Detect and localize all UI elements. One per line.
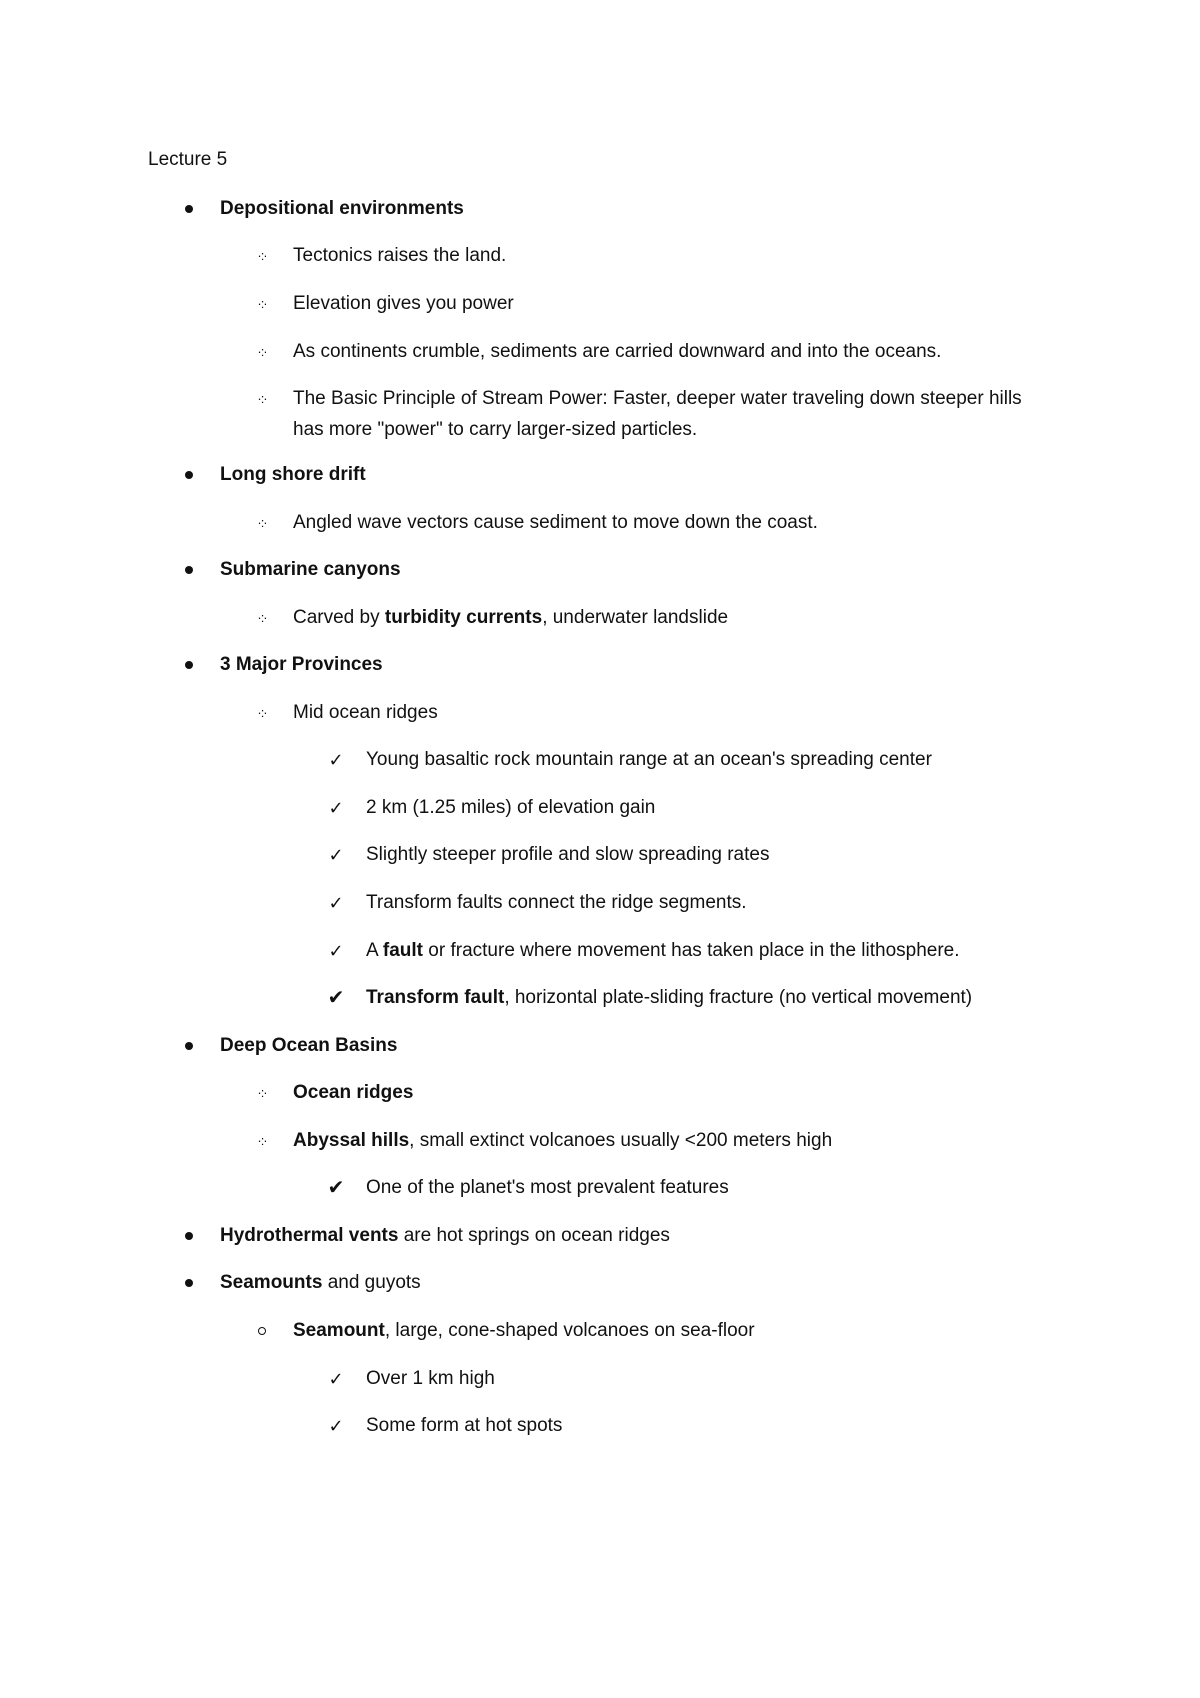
outline-item-text: [220, 1270, 421, 1296]
outline-item-level-2: [0, 386, 1200, 440]
document-title: Lecture 5: [148, 149, 228, 170]
text-run: or fracture where movement has taken place in the lithosphere.: [423, 940, 960, 961]
text-run: Slightly steeper profile and slow spreading rates: [366, 844, 770, 865]
outline-item-text: [366, 795, 655, 821]
outline-item-level-3: [0, 842, 1200, 868]
bullet-dotted-arrow-icon: ·:·: [257, 1133, 267, 1148]
outline-item-text: [366, 747, 932, 773]
bullet-dot-icon: [178, 1033, 200, 1059]
checkmark-icon: ✓: [328, 893, 344, 913]
outline-item-level-2: [0, 1318, 1200, 1344]
outline-item-level-3: [0, 747, 1200, 773]
bold-text-run: Seamounts: [220, 1272, 323, 1293]
checkmark-icon: ✓: [328, 941, 344, 961]
outline-item-text: [220, 1223, 670, 1249]
text-run: , underwater landslide: [542, 607, 729, 628]
bold-text-run: 3 Major Provinces: [220, 654, 383, 675]
bold-text-run: Ocean ridges: [293, 1082, 414, 1103]
checkmark-icon: ✓: [328, 798, 344, 818]
bold-text-run: Deep Ocean Basins: [220, 1035, 398, 1056]
outline-item-text: [293, 1318, 755, 1344]
text-run: Transform faults connect the ridge segments.: [366, 892, 747, 913]
outline-item-level-1: [0, 1270, 1200, 1296]
outline-item-text: [366, 985, 972, 1011]
text-run: , small extinct volcanoes usually <200 meters high: [409, 1130, 833, 1151]
outline-item-level-3: [0, 795, 1200, 821]
text-run: , large, cone-shaped volcanoes on sea-floor: [384, 1320, 755, 1341]
bold-text-run: Abyssal hills: [293, 1130, 410, 1151]
outline-item-level-1: [0, 196, 1200, 222]
outline-item-level-3: [0, 1413, 1200, 1439]
bullet-dot-icon: [178, 652, 200, 678]
bullet-dotted-arrow-icon: ·:·: [257, 1085, 267, 1100]
bold-text-run: turbidity currents: [384, 607, 543, 628]
outline-item-text: [220, 557, 401, 583]
outline-item-text: [293, 510, 818, 536]
outline-item-text: [366, 1366, 495, 1392]
text-run: The Basic Principle of Stream Power: Faster, deeper water traveling down steeper hills has more "power" to carry larger-sized particles.: [293, 388, 1022, 440]
outline-item-level-3: [0, 1366, 1200, 1392]
outline-item-level-3: [0, 890, 1200, 916]
outline-item-level-2: [0, 510, 1200, 536]
outline-item-text: [220, 196, 464, 222]
text-run: One of the planet's most prevalent features: [366, 1177, 729, 1198]
checkmark-icon: ✓: [328, 1369, 344, 1389]
text-run: Angled wave vectors cause sediment to move down the coast.: [293, 512, 818, 533]
outline-item-level-3: [0, 1175, 1200, 1201]
checkmark-icon: ✓: [328, 1416, 344, 1436]
outline-item-level-1: [0, 1033, 1200, 1059]
text-run: A: [366, 940, 383, 961]
bullet-dot-icon: [178, 196, 200, 222]
bullet-dot-icon: [178, 557, 200, 583]
bold-text-run: Seamount: [293, 1320, 385, 1341]
checkmark-icon: ✔: [327, 987, 345, 1009]
outline-item-level-1: [0, 1223, 1200, 1249]
outline-item-level-2: [0, 700, 1200, 726]
text-run: Elevation gives you power: [293, 293, 514, 314]
bullet-dotted-arrow-icon: ·:·: [257, 344, 267, 359]
outline-item-text: [293, 383, 1053, 445]
text-run: Tectonics raises the land.: [293, 245, 507, 266]
outline-item-text: [220, 462, 366, 488]
text-run: Some form at hot spots: [366, 1415, 563, 1436]
bullet-dotted-arrow-icon: ·:·: [257, 391, 267, 406]
bullet-dotted-arrow-icon: ·:·: [257, 248, 267, 263]
outline-item-level-2: [0, 1128, 1200, 1154]
outline-item-text: [293, 1128, 832, 1154]
outline-item-level-3: [0, 938, 1200, 964]
bullet-dotted-arrow-icon: ·:·: [257, 515, 267, 530]
text-run: , horizontal plate-sliding fracture (no vertical movement): [504, 987, 973, 1008]
bullet-dot-icon: [178, 1223, 200, 1249]
outline-item-text: [366, 890, 747, 916]
outline-item-text: [366, 938, 960, 964]
outline-item-text: [293, 1080, 413, 1106]
outline-item-level-2: [0, 1080, 1200, 1106]
outline-item-text: [366, 1175, 729, 1201]
bold-text-run: Transform fault: [366, 987, 505, 1008]
bullet-circle-icon: [251, 1318, 273, 1344]
checkmark-icon: ✓: [328, 750, 344, 770]
text-run: Mid ocean ridges: [293, 702, 438, 723]
text-run: Carved by: [293, 607, 385, 628]
outline-item-level-2: [0, 605, 1200, 631]
text-run: 2 km (1.25 miles) of elevation gain: [366, 797, 656, 818]
text-run: Over 1 km high: [366, 1368, 495, 1389]
outline-item-level-1: [0, 557, 1200, 583]
bold-text-run: fault: [382, 940, 424, 961]
text-run: As continents crumble, sediments are carried downward and into the oceans.: [293, 341, 942, 362]
bold-text-run: Submarine canyons: [220, 559, 401, 580]
text-run: are hot springs on ocean ridges: [398, 1225, 670, 1246]
outline-item-level-1: [0, 462, 1200, 488]
bullet-dotted-arrow-icon: ·:·: [257, 705, 267, 720]
text-run: Young basaltic rock mountain range at an ocean's spreading center: [366, 749, 932, 770]
outline-item-level-2: [0, 243, 1200, 269]
bold-text-run: Hydrothermal vents: [220, 1225, 399, 1246]
bold-text-run: Long shore drift: [220, 464, 366, 485]
outline-item-text: [293, 605, 728, 631]
bold-text-run: Depositional environments: [220, 198, 464, 219]
bullet-dot-icon: [178, 462, 200, 488]
outline-item-text: [293, 700, 438, 726]
outline-item-text: [293, 243, 506, 269]
outline-item-level-1: [0, 652, 1200, 678]
bullet-dot-icon: [178, 1270, 200, 1296]
outline-item-text: [293, 339, 941, 365]
text-run: and guyots: [322, 1272, 421, 1293]
outline-item-text: [220, 652, 383, 678]
outline-item-text: [366, 842, 769, 868]
outline-item-text: [366, 1413, 562, 1439]
outline-item-text: [293, 291, 514, 317]
outline-item-text: [220, 1033, 397, 1059]
outline-item-level-2: [0, 291, 1200, 317]
checkmark-icon: ✓: [328, 845, 344, 865]
checkmark-icon: ✔: [327, 1177, 345, 1199]
outline-item-level-2: [0, 339, 1200, 365]
bullet-dotted-arrow-icon: ·:·: [257, 296, 267, 311]
bullet-dotted-arrow-icon: ·:·: [257, 610, 267, 625]
outline-item-level-3: [0, 985, 1200, 1011]
